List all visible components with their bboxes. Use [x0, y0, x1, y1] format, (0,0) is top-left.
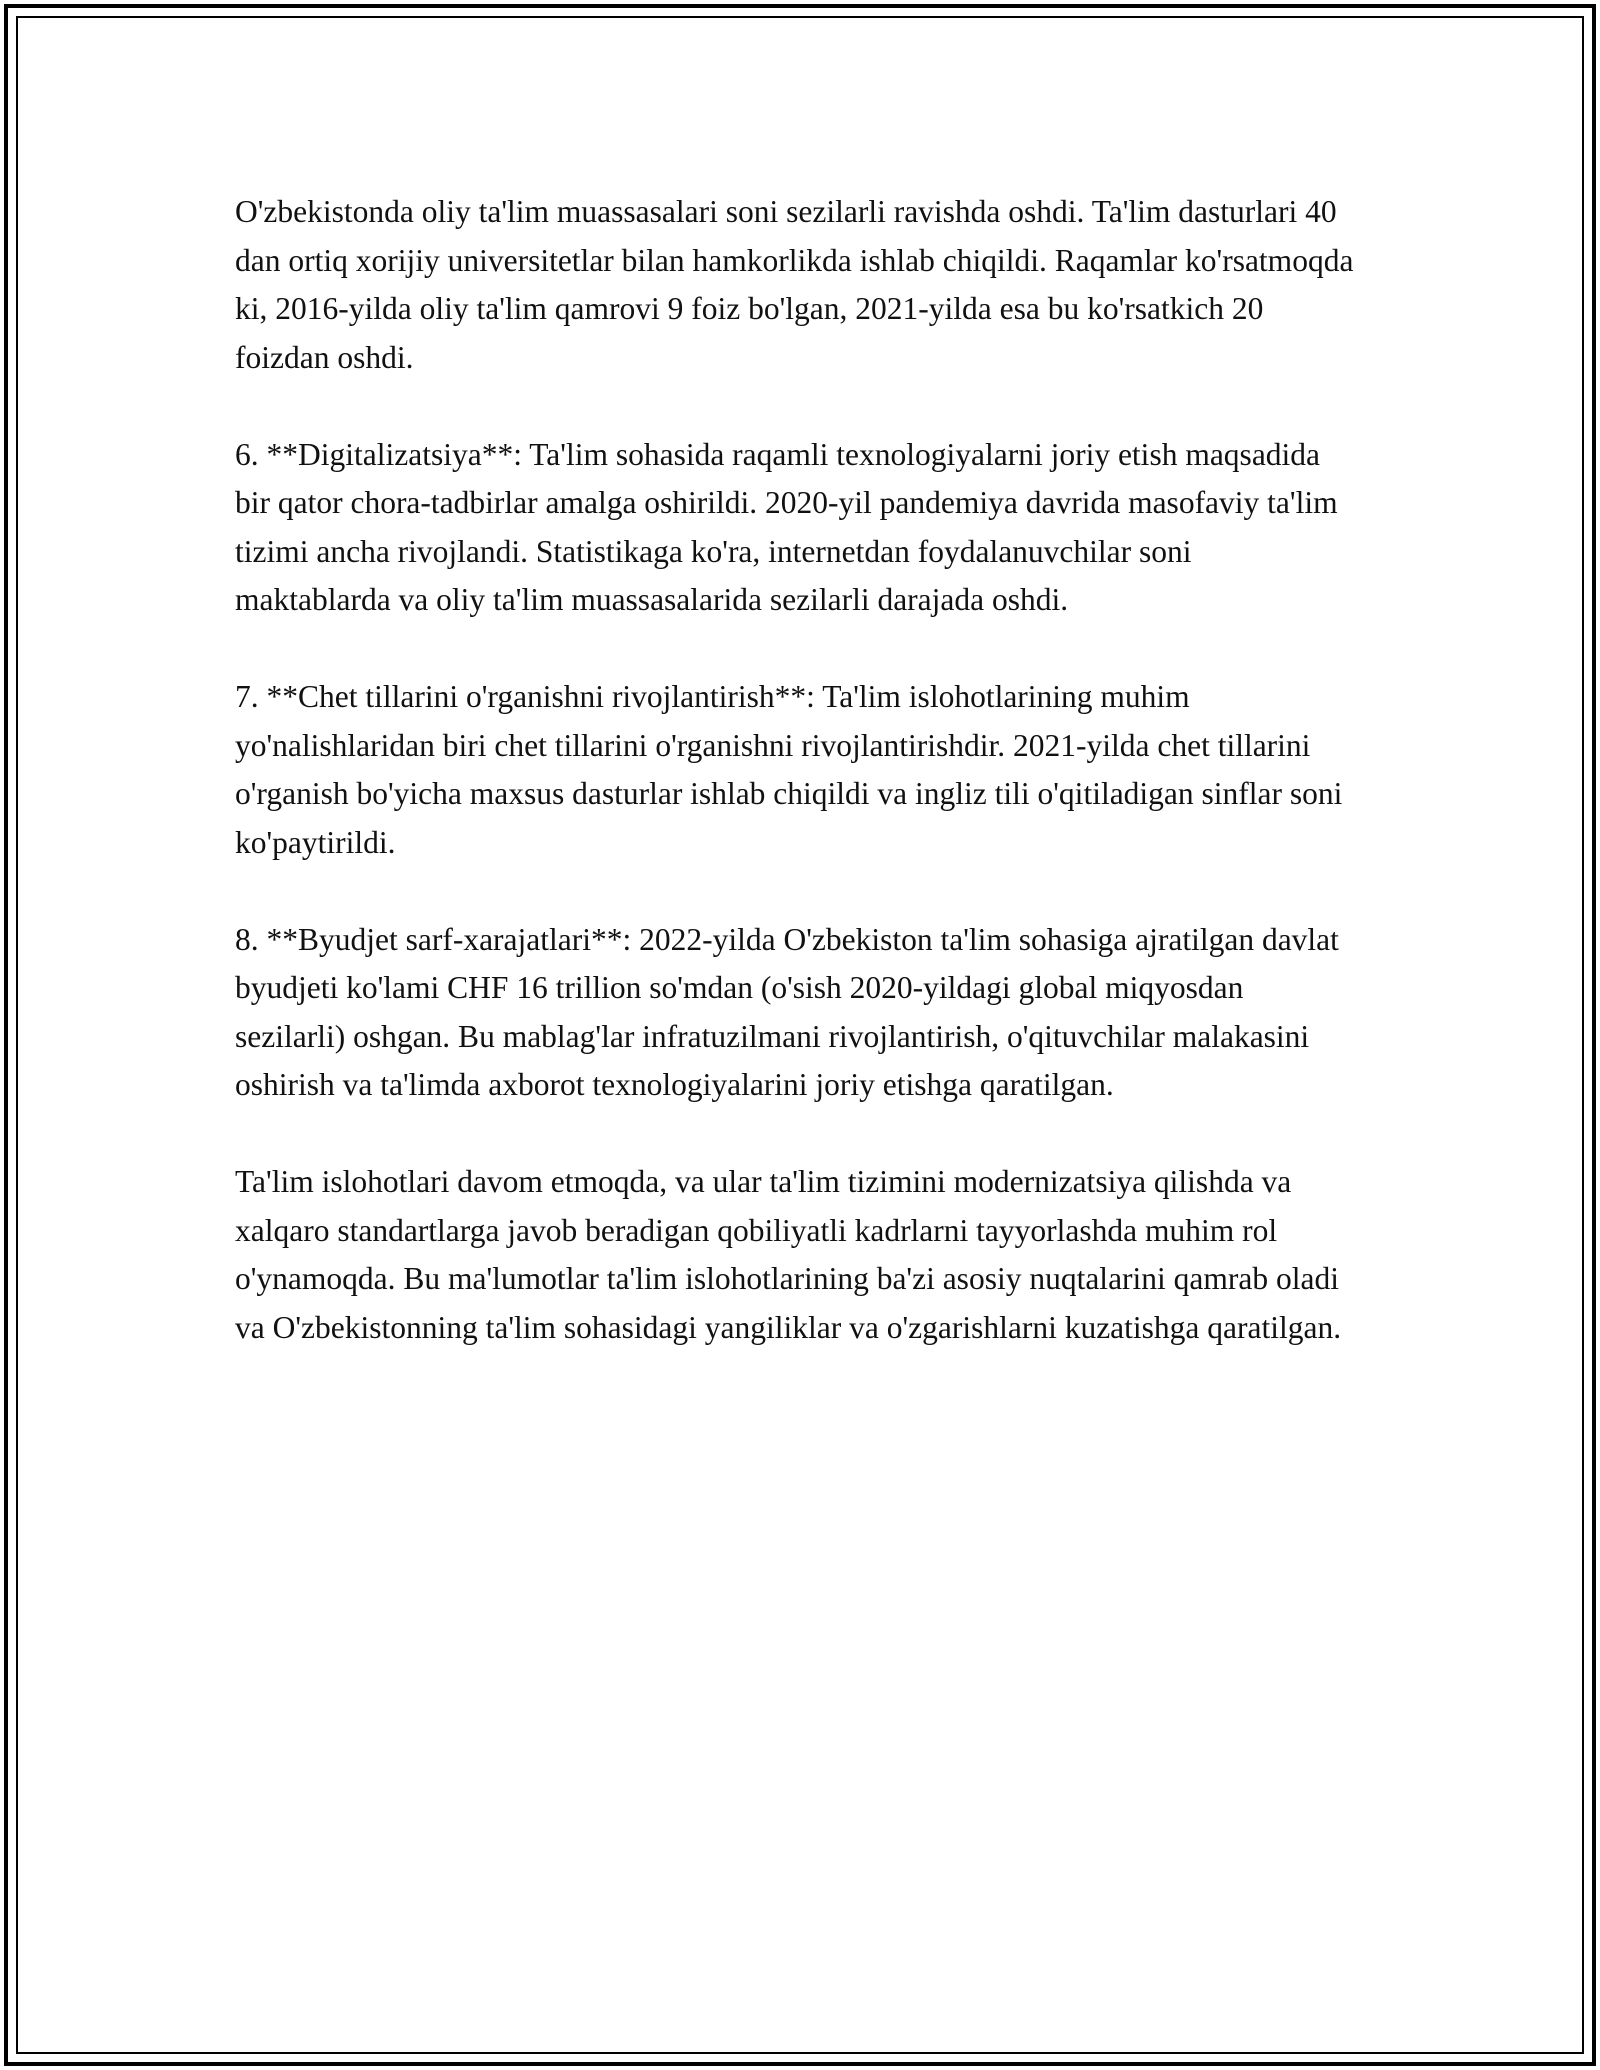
paragraph-budget-expenditures: 8. **Byudjet sarf-xarajatlari**: 2022-yilda O'zbekiston ta'lim sohasiga ajratilgan davlat byudjeti ko'lami CHF 16 trillion so'mdan (o'sish 2020-yildagi global miqyosdan sezilarli) oshgan. Bu mablag'lar infratuzilmani rivojlantirish, o'qituvchilar malakasini oshirish va ta'limda axborot texnologiyalarini joriy etishga qaratilgan.	[235, 921, 1339, 1102]
paragraph-digitalization: 6. **Digitalizatsiya**: Ta'lim sohasida raqamli texnologiyalarni joriy etish maqsadida bir qator chora-tadbirlar amalga oshirildi. 2020-yil pandemiya davrida masofaviy ta'lim tizimi ancha rivojlandi. Statistikaga ko'ra, internetdan foydalanuvchilar soni maktablarda va oliy ta'lim muassasalarida sezilarli darajada oshdi.	[235, 436, 1338, 617]
paragraph-conclusion: Ta'lim islohotlari davom etmoqda, va ular ta'lim tizimini modernizatsiya qilishda va xalqaro standartlarga javob beradigan qobiliyatli kadrlarni tayyorlashda muhim rol o'ynamoqda. Bu ma'lumotlar ta'lim islohotlarining ba'zi asosiy nuqtalarini qamrab oladi va O'zbekistonning ta'lim sohasidagi yangiliklar va o'zgarishlarni kuzatishga qaratilgan.	[235, 1164, 1342, 1345]
document-body	[235, 188, 1355, 1401]
paragraph-higher-education: O'zbekistonda oliy ta'lim muassasalari soni sezilarli ravishda oshdi. Ta'lim dasturlari 40 dan ortiq xorijiy universitetlar bilan hamkorlikda ishlab chiqildi. Raqamlar ko'rsatmoqda ki, 2016-yilda oliy ta'lim qamrovi 9 foiz bo'lgan, 2021-yilda esa bu ko'rsatkich 20 foizdan oshdi.	[235, 194, 1354, 375]
paragraph-foreign-languages: 7. **Chet tillarini o'rganishni rivojlantirish**: Ta'lim islohotlarining muhim yo'nalishlaridan biri chet tillarini o'rganishni rivojlantirishdir. 2021-yilda chet tillarini o'rganish bo'yicha maxsus dasturlar ishlab chiqildi va ingliz tili o'qitiladigan sinflar soni ko'paytirildi.	[235, 679, 1343, 860]
